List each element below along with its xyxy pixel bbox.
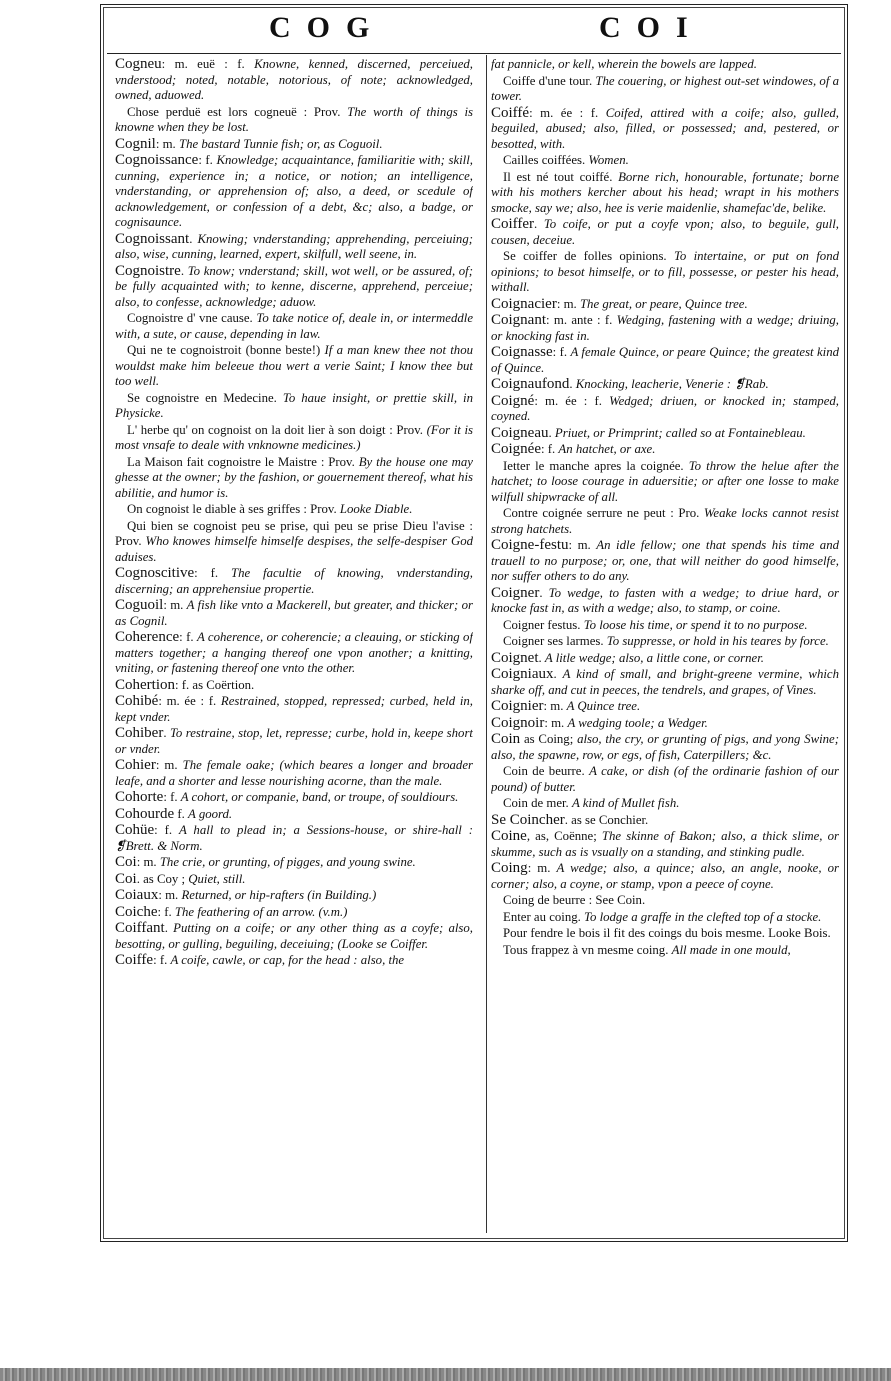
dictionary-entry — [115, 153, 473, 231]
dictionary-entry — [491, 926, 839, 942]
headword: Cognoissance — [115, 152, 199, 168]
headword: Coing — [491, 860, 528, 876]
entry-grammar: : m. — [155, 758, 178, 772]
dictionary-entry — [115, 855, 473, 871]
headword: Coigné — [491, 392, 535, 409]
entry-grammar: : f. — [153, 953, 168, 967]
entry-gloss: A wedge; also, a quince; also, an angle, nooke, or corner; also, a coyne, or stamp, vpon a peece of coyne. — [491, 861, 839, 891]
headword: Coignier — [491, 698, 544, 714]
entry-grammar: : m. euë : f. — [161, 57, 245, 71]
dictionary-entry — [115, 807, 473, 823]
entry-gloss: Quiet, still. — [188, 871, 246, 886]
headword: Coiffe — [115, 952, 154, 968]
header-left: COG — [269, 11, 386, 44]
dictionary-entry — [115, 455, 473, 502]
headword: Cognil — [115, 135, 156, 152]
dictionary-entry — [491, 829, 839, 860]
entry-gloss: Borne rich, honourable, fortunate; borne with his mothers kercher about his head; wrapt in his mothers smocke, say we; also, hee is verie maidenlie, shamefac'de, belike. — [491, 169, 839, 215]
headword: Coignoir — [491, 714, 545, 731]
dictionary-entry — [491, 153, 839, 169]
headword: Coiffer — [491, 216, 535, 232]
running-header — [101, 9, 847, 53]
dictionary-entry — [491, 813, 839, 829]
entry-gloss: Knowledge; acquaintance, familiaritie with; skill, cunning, experience in; a notice, or notion; an intelligence, vnderstanding, or apprehension of; also, a deed, or scedule of acknowledgement, or confession of a debt, &c; also, a badge, or cognisaunce. — [115, 153, 473, 229]
dictionary-entry — [115, 921, 473, 952]
headword: Coigner — [491, 584, 540, 601]
entry-grammar: Coin de mer. — [503, 796, 569, 810]
dictionary-entry — [115, 232, 473, 263]
dictionary-entry — [491, 74, 839, 105]
dictionary-entry — [491, 796, 839, 812]
headword: Coin — [491, 731, 521, 747]
scan-edge — [0, 1368, 891, 1381]
dictionary-entry — [115, 888, 473, 904]
dictionary-entry — [115, 872, 473, 888]
dictionary-entry — [491, 57, 839, 73]
dictionary-entry — [491, 699, 839, 715]
entry-grammar: Qui bien se cognoist peu se prise, qui peu se prise Dieu l'avise : Prov. — [115, 518, 473, 548]
dictionary-entry — [115, 264, 473, 311]
entry-grammar: : m. — [155, 136, 176, 151]
dictionary-entry — [491, 538, 839, 585]
dictionary-entry — [115, 694, 473, 725]
dictionary-entry — [491, 910, 839, 926]
headword: Cohourde — [115, 805, 175, 822]
entry-grammar: . — [539, 585, 543, 600]
dictionary-entry — [491, 716, 839, 732]
entry-gloss: A goord. — [188, 806, 233, 821]
entry-grammar: Coin de beurre. — [503, 764, 585, 778]
entry-gloss: A female Quince, or peare Quince; the greatest kind of Quince. — [491, 345, 839, 375]
dictionary-entry — [491, 861, 839, 892]
dictionary-entry — [115, 630, 473, 677]
entry-grammar: On cognoist le diable à ses griffes : Prov. — [127, 502, 337, 516]
entry-gloss: To throw the helue after the hatchet; to loose courage in aduersitie; or after one losse to make wilfull shipwracke of all. — [491, 458, 839, 504]
entry-grammar: Coigner festus. — [503, 617, 581, 632]
entry-gloss: A fish like vnto a Mackerell, but greater, and thicker; or as Cognil. — [115, 598, 473, 628]
entry-gloss: fat pannicle, or kell, wherein the bowels are lapped. — [491, 57, 757, 71]
entry-gloss: If a man knew thee not thou wouldst make him beleeue thou wert a verie Saint; I know thee but too well. — [115, 343, 473, 388]
entry-grammar: : m. — [568, 538, 591, 552]
dictionary-entry — [115, 137, 473, 153]
entry-grammar: : f. — [157, 904, 172, 919]
dictionary-page — [100, 4, 848, 1242]
dictionary-entry — [115, 566, 473, 597]
entry-grammar: : f. — [179, 630, 194, 644]
dictionary-entry — [491, 426, 839, 442]
dictionary-entry — [115, 423, 473, 454]
entry-gloss: To haue insight, or prettie skill, in Physicke. — [115, 390, 473, 420]
entry-gloss: A cohort, or companie, band, or troupe, of souldiours. — [180, 790, 459, 804]
headword: Cohüe — [115, 822, 155, 838]
entry-grammar: , as, Coënne; — [526, 829, 597, 843]
dictionary-entry — [491, 442, 839, 458]
entry-gloss: To suppresse, or hold in his teares by force. — [606, 634, 829, 648]
column-divider — [486, 55, 487, 1233]
headword: Coignacier — [491, 295, 557, 312]
headword: Cognoistre — [115, 262, 181, 279]
entry-grammar: Chose perduë est lors cogneuë : Prov. — [127, 104, 341, 119]
entry-grammar: . as Coy ; — [136, 871, 186, 886]
entry-grammar: . — [180, 263, 185, 278]
entry-grammar: : f. — [541, 442, 556, 456]
dictionary-entry — [491, 618, 839, 634]
entry-grammar: : f. — [194, 566, 219, 580]
entry-gloss: A litle wedge; also, a little cone, or corner. — [544, 650, 764, 665]
entry-gloss: Returned, or hip-rafters (in Building.) — [181, 888, 377, 902]
entry-gloss: The crie, or grunting, of pigges, and young swine. — [159, 855, 416, 869]
dictionary-entry — [491, 249, 839, 296]
headword: Coigneau — [491, 424, 549, 441]
entry-grammar: Coigner ses larmes. — [503, 634, 604, 648]
dictionary-entry — [115, 391, 473, 422]
dictionary-entry — [491, 893, 839, 909]
entry-gloss: Coifed, attired with a coife; also, gulled, beguiled, abused; also, filled, or possessed; and, pestered, or besotted, with. — [491, 105, 839, 151]
dictionary-entry — [491, 345, 839, 376]
entry-gloss: The female oake; (which beares a longer and broader leafe, and a shorter and lesse nourishing acorne, than the male. — [115, 758, 473, 788]
entry-grammar: : m. — [163, 598, 184, 612]
dictionary-entry — [115, 678, 473, 694]
entry-gloss: A Quince tree. — [566, 699, 641, 713]
dictionary-entry — [491, 943, 839, 959]
right-column — [491, 57, 839, 959]
entry-grammar: . — [548, 425, 552, 440]
dictionary-entry — [491, 506, 839, 537]
headword: Coigniaux — [491, 666, 554, 682]
headword: Coiffé — [491, 104, 530, 121]
entry-gloss: (For it is most vnsafe to deale with vnknowne medicines.) — [115, 422, 473, 452]
dictionary-entry — [491, 170, 839, 217]
entry-gloss: Women. — [588, 153, 629, 167]
entry-grammar: Coiffe d'une tour. — [503, 73, 593, 88]
dictionary-entry — [115, 311, 473, 342]
headword: Cohiber — [115, 725, 164, 741]
headword: Cohertion — [115, 676, 175, 693]
entry-grammar: : f. as Coërtion. — [175, 677, 255, 692]
entry-gloss: The facultie of knowing, vnderstanding, discerning; an apprehensiue propertie. — [115, 566, 473, 596]
entry-grammar: Il est né tout coiffé. — [503, 169, 613, 184]
entry-gloss: The feathering of an arrow. (v.m.) — [174, 904, 348, 919]
entry-gloss: To intertaine, or put on fond opinions; to besot himselfe, or to fill, possesse, or pester his head, withall. — [491, 249, 839, 294]
header-right: COI — [599, 11, 704, 44]
entry-grammar: Cognoistre d' vne cause. — [127, 311, 253, 325]
entry-grammar: : m. — [527, 861, 551, 875]
dictionary-entry — [491, 651, 839, 667]
headword: Coiaux — [115, 887, 159, 903]
entry-grammar: . — [534, 217, 538, 231]
dictionary-entry — [491, 667, 839, 698]
entry-grammar: : m. ée : f. — [534, 393, 602, 408]
header-rule — [107, 53, 841, 54]
entry-gloss: An idle fellow; one that spends his time and trauell to no purpose; or, one, that will neither do good himselfe, nor suffer others to do any. — [491, 538, 839, 583]
entry-grammar: Tous frappez à vn mesme coing. — [503, 942, 669, 957]
left-column — [115, 57, 473, 970]
entry-gloss: To lodge a graffe in the clefted top of a stocke. — [584, 909, 822, 924]
entry-gloss: Weake locks cannot resist strong hatchets. — [491, 506, 839, 536]
entry-gloss: To coife, or put a coyfe vpon; also, to beguile, gull, cousen, deceiue. — [491, 217, 839, 247]
headword: Coignasse — [491, 344, 553, 360]
entry-grammar: Se coiffer de folles opinions. — [503, 249, 667, 263]
dictionary-entry — [115, 598, 473, 629]
entry-grammar: . — [538, 650, 542, 665]
entry-grammar: : m. — [544, 715, 565, 730]
entry-gloss: To restraine, stop, let, represse; curbe, hold in, keepe short or vnder. — [115, 726, 473, 756]
entry-gloss: A wedging toole; a Wedger. — [567, 715, 708, 730]
entry-gloss: To know; vnderstand; skill, wot well, or be assured, of; be fully acquainted with; to kenne, discerne, apprehend, perceiue; also, to confesse, acknowledge; aduow. — [115, 263, 473, 309]
dictionary-entry — [115, 953, 473, 969]
entry-grammar: L' herbe qu' on cognoist on la doit lier à son doigt : Prov. — [127, 422, 423, 437]
entry-grammar: as Coing; — [520, 732, 574, 746]
dictionary-entry — [115, 105, 473, 136]
entry-grammar: : f. — [552, 345, 568, 359]
dictionary-entry — [115, 823, 473, 854]
headword: Coguoil — [115, 597, 164, 613]
headword: Cognoscitive — [115, 565, 195, 581]
entry-grammar: : f. — [198, 153, 213, 167]
entry-grammar: . — [569, 377, 573, 391]
entry-grammar: : m. ante : f. — [546, 313, 613, 327]
entry-grammar: . — [163, 726, 167, 740]
dictionary-entry — [115, 57, 473, 104]
entry-grammar: : m. — [136, 855, 157, 869]
entry-gloss: A kind of Mullet fish. — [571, 796, 680, 810]
entry-grammar: f. — [174, 806, 185, 821]
entry-grammar: : m. ée : f. — [158, 694, 217, 708]
dictionary-entry — [115, 502, 473, 518]
headword: Coi — [115, 870, 137, 887]
entry-gloss: A kind of small, and bright-greene vermine, which sharke off, and cut in peeces, the tendrels, and grapes, of Vines. — [491, 667, 839, 697]
entry-gloss: Putting on a coife; or any other thing as a coyfe; also, besotting, or gulling, beguiling, deceiuing; (Looke se Coiffer. — [115, 921, 473, 951]
dictionary-entry — [115, 905, 473, 921]
entry-gloss: A coife, cawle, or cap, for the head : also, the — [170, 953, 405, 967]
entry-gloss: Knowne, kenned, discerned, perceiued, vnderstood; noted, notable, notorious, of note; acknowledged, owned, aduowed. — [115, 57, 473, 102]
headword: Cognoissant — [115, 230, 190, 247]
entry-grammar: : f. — [154, 823, 173, 837]
entry-gloss: Looke Diable. — [339, 502, 413, 516]
headword: Coignant — [491, 312, 546, 328]
entry-gloss: The skinne of Bakon; also, a thick slime, or skumme, such as is vsually on a standing, and stinking pudle. — [491, 829, 839, 859]
headword: Se Coincher — [491, 811, 565, 828]
entry-gloss: The worth of things is knowne when they be lost. — [115, 104, 473, 134]
entry-grammar: : m. — [543, 699, 564, 713]
headword: Coiffant — [115, 920, 165, 936]
entry-gloss: Restrained, stopped, repressed; curbed, held in, kept vnder. — [115, 694, 473, 724]
headword: Cohibé — [115, 693, 159, 709]
dictionary-entry — [491, 764, 839, 795]
entry-gloss: To loose his time, or spend it to no purpose. — [583, 617, 808, 632]
entry-grammar: La Maison fait cognoistre le Maistre : Prov. — [127, 454, 355, 469]
dictionary-entry — [491, 297, 839, 313]
entry-gloss: also, the cry, or grunting of pigs, and yong Swine; also, the spawne, row, or egs, of fish, Caterpillers; &c. — [491, 732, 839, 762]
entry-grammar: Contre coignée serrure ne peut : Pro. — [503, 506, 700, 520]
headword: Coignée — [491, 441, 541, 457]
headword: Cogneu — [115, 57, 162, 72]
dictionary-entry — [115, 343, 473, 390]
dictionary-entry — [491, 313, 839, 344]
entry-gloss: Priuet, or Primprint; called so at Fontainebleau. — [554, 425, 806, 440]
headword: Coherence — [115, 629, 180, 645]
entry-grammar: Se cognoistre en Medecine. — [127, 390, 277, 405]
dictionary-entry — [491, 217, 839, 248]
dictionary-entry — [491, 732, 839, 763]
entry-gloss: Knocking, leacherie, Venerie : ❡Rab. — [575, 377, 769, 391]
entry-gloss: Knowing; vnderstanding; apprehending, perceiuing; also, wise, cunning, learned, expert, skilfull, well seene, in. — [115, 231, 473, 261]
entry-grammar: : m. — [158, 888, 179, 902]
headword: Coine — [491, 828, 527, 844]
entry-grammar: . — [553, 667, 557, 681]
entry-grammar: Ietter le manche apres la coignée. — [503, 458, 684, 473]
entry-grammar: : m. — [556, 296, 577, 311]
entry-gloss: All made in one mould, — [671, 942, 791, 957]
dictionary-entry — [491, 106, 839, 153]
entry-gloss: A coherence, or coherencie; a cleauing, or sticking of matters together; a hanging thereof one vpon another; a knitting, vniting, or fastening thereof one vnto the other. — [115, 630, 473, 675]
entry-grammar: Qui ne te cognoistroit (bonne beste!) — [127, 343, 321, 357]
entry-gloss: To wedge, to fasten with a wedge; to driue hard, or knocke fast in, as with a wedge; also, to stamp, or coine. — [491, 585, 839, 615]
entry-gloss: The great, or peare, Quince tree. — [579, 296, 748, 311]
dictionary-entry — [115, 758, 473, 789]
entry-grammar: . — [164, 921, 168, 935]
dictionary-entry — [491, 586, 839, 617]
entry-grammar: : m. ée : f. — [529, 105, 599, 120]
entry-grammar: : f. — [163, 790, 178, 804]
entry-gloss: The bastard Tunnie fish; or, as Coguoil. — [178, 136, 383, 151]
entry-grammar: Pour fendre le bois il fit des coings du bois mesme. Looke Bois. — [503, 926, 831, 940]
entry-gloss: A hall to plead in; a Sessions-house, or shire-hall : ❡Brett. & Norm. — [115, 823, 473, 853]
entry-grammar: . as se Conchier. — [564, 812, 649, 827]
entry-grammar: Cailles coiffées. — [503, 153, 586, 167]
headword: Coigne-festu — [491, 537, 569, 553]
headword: Cohier — [115, 757, 156, 773]
entry-gloss: Wedging, fastening with a wedge; driuing, or knocking fast in. — [491, 313, 839, 343]
entry-gloss: A cake, or dish (of the ordinarie fashion of our pound) of butter. — [491, 764, 839, 794]
headword: Cohorte — [115, 789, 164, 805]
dictionary-entry — [115, 790, 473, 806]
entry-grammar: Enter au coing. — [503, 909, 581, 924]
dictionary-entry — [115, 519, 473, 566]
headword: Coiche — [115, 903, 158, 920]
dictionary-entry — [491, 394, 839, 425]
entry-grammar: Coing de beurre : See Coin. — [503, 893, 646, 907]
entry-gloss: Who knowes himselfe himselfe despises, the selfe-despiser God aduises. — [115, 534, 473, 564]
dictionary-entry — [491, 634, 839, 650]
entry-gloss: To take notice of, deale in, or intermeddle with, a sute, or cause, depending in law. — [115, 311, 473, 341]
dictionary-entry — [491, 377, 839, 393]
entry-grammar: . — [189, 231, 193, 246]
headword: Coignaufond — [491, 376, 570, 392]
entry-gloss: An hatchet, or axe. — [558, 442, 656, 456]
headword: Coi — [115, 854, 137, 870]
entry-gloss: Wedged; driuen, or knocked in; stamped, coyned. — [491, 393, 839, 423]
dictionary-entry — [115, 726, 473, 757]
entry-gloss: The couering, or highest out-set windowes, of a tower. — [491, 73, 839, 103]
entry-gloss: By the house one may ghesse at the owner; by the fashion, or gouernement thereof, what his abilitie, and humor is. — [115, 454, 473, 500]
dictionary-entry — [491, 459, 839, 506]
headword: Coignet — [491, 649, 539, 666]
